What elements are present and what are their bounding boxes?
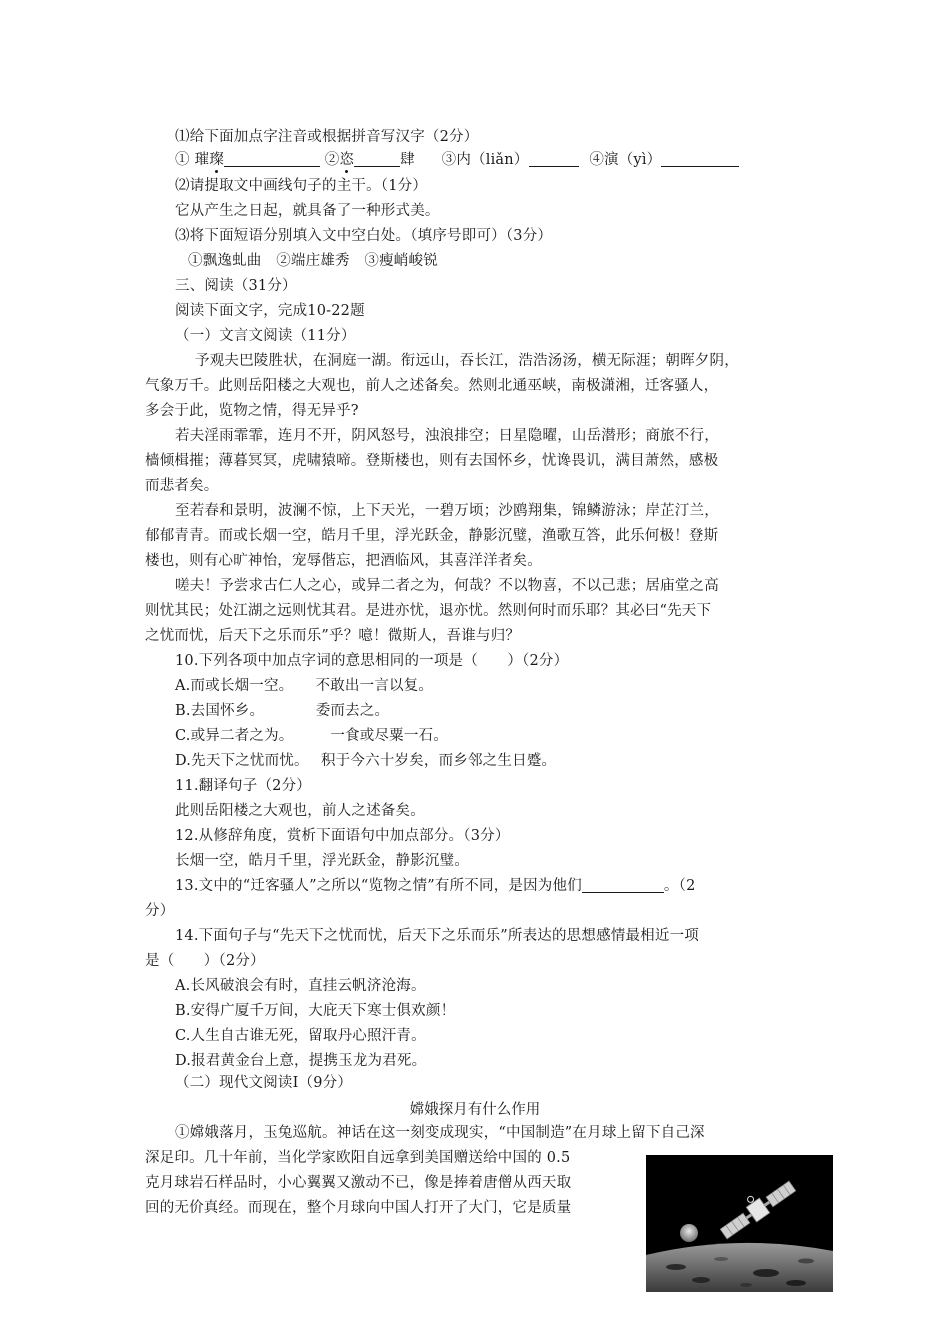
question-12-prompt: 12.从修辞角度，赏析下面语句中加点部分。（3分） bbox=[175, 828, 510, 844]
passage-line: 楼也，则有心旷神怡，宠辱偕忘，把酒临风，其喜洋洋者矣。 bbox=[145, 553, 542, 569]
question-3-prompt: ⑶将下面短语分别填入文中空白处。（填序号即可）（3分） bbox=[175, 228, 553, 244]
question-14-option-b[interactable]: B.安得广厦千万间，大庇天下寒士俱欢颜！ bbox=[175, 1003, 456, 1019]
question-13-prompt: 13.文中的“迁客骚人”之所以“览物之情”有所不同，是因为他们 。（2 bbox=[175, 878, 696, 894]
passage-line: 多会于此，览物之情，得无异乎? bbox=[145, 403, 359, 419]
answer-blank-4[interactable] bbox=[661, 150, 739, 167]
passage-line: 气象万千。此则岳阳楼之大观也，前人之述备矣。然则北通巫峡，南极潇湘，迁客骚人， bbox=[145, 378, 719, 394]
question-13-score: 分） bbox=[145, 903, 175, 919]
passage-line: 郁郁青青。而或长烟一空，皓月千里，浮光跃金，静影沉璧，渔歌互答，此乐何极！登斯 bbox=[145, 528, 719, 544]
article-line: 深足印。几十年前，当化学家欧阳自远拿到美国赠送给中国的 0.5 bbox=[145, 1150, 571, 1166]
article-line: ①嫦娥落月，玉兔巡航。神话在这一刻变成现实，“中国制造”在月球上留下自己深 bbox=[175, 1125, 705, 1141]
question-10-prompt: 10.下列各项中加点字词的意思相同的一项是（ ）（2分） bbox=[175, 653, 569, 669]
article-line: 回的无价真经。而现在，整个月球向中国人打开了大门，它是质量 bbox=[145, 1200, 572, 1216]
question-3-options: ①飘逸虬曲 ②端庄雄秀 ③瘦峭峻锐 bbox=[188, 253, 438, 269]
question-10-option-c[interactable]: C.或异二者之为。 一食或尽粟一石。 bbox=[175, 728, 448, 744]
question-12-sentence: 长烟一空，皓月千里，浮光跃金，静影沉璧。 bbox=[175, 853, 469, 869]
question-11-sentence: 此则岳阳楼之大观也，前人之述备矣。 bbox=[175, 803, 425, 819]
passage-line: 之忧而忧，后天下之乐而乐”乎？噫！微斯人，吾谁与归？ bbox=[145, 628, 521, 644]
modern-section-heading: （二）现代文阅读Ⅰ（9分） bbox=[175, 1075, 353, 1091]
question-10-option-b[interactable]: B.去国怀乡。 委而去之。 bbox=[175, 703, 390, 719]
answer-blank-3[interactable] bbox=[529, 150, 579, 167]
classical-section-heading: （一）文言文阅读（11分） bbox=[175, 328, 356, 344]
earth-icon bbox=[680, 1224, 698, 1242]
passage-line: 若夫淫雨霏霏，连月不开，阴风怒号，浊浪排空；日星隐曜，山岳潜形；商旅不行， bbox=[175, 428, 719, 444]
question-1-items: ① 璀璨 ②恣 肆 ③内（liǎn） ④演（yì） bbox=[175, 150, 739, 170]
passage-line: 嗟夫！予尝求古仁人之心，或异二者之为，何哉？不以物喜，不以己悲；居庙堂之高 bbox=[175, 578, 719, 594]
question-2-prompt: ⑵请提取文中画线句子的主干。（1分） bbox=[175, 178, 428, 194]
passage-line: 而悲者矣。 bbox=[145, 478, 219, 494]
question-14-option-d[interactable]: D.报君黄金台上意，提携玉龙为君死。 bbox=[175, 1053, 427, 1069]
passage-line: 予观夫巴陵胜状，在洞庭一湖。衔远山，吞长江，浩浩汤汤，横无际涯；朝晖夕阴， bbox=[195, 353, 739, 369]
question-10-option-a[interactable]: A.而或长烟一空。 不敢出一言以复。 bbox=[175, 678, 434, 694]
answer-blank-1[interactable] bbox=[224, 150, 320, 167]
lunar-satellite-photo bbox=[646, 1155, 833, 1292]
question-2-sentence: 它从产生之日起，就具备了一种形式美。 bbox=[175, 203, 440, 219]
passage-line: 樯倾楫摧；薄暮冥冥，虎啸猿啼。登斯楼也，则有去国怀乡，忧谗畏讥，满目萧然，感极 bbox=[145, 453, 719, 469]
article-line: 克月球岩石样品时，小心翼翼又激动不已，像是捧着唐僧从西天取 bbox=[145, 1175, 572, 1191]
answer-blank-2[interactable] bbox=[354, 150, 400, 167]
question-11-prompt: 11.翻译句子（2分） bbox=[175, 778, 311, 794]
question-14-option-c[interactable]: C.人生自古谁无死，留取丹心照汗青。 bbox=[175, 1028, 426, 1044]
question-1-prompt: ⑴给下面加点字注音或根据拼音写汉字（2分） bbox=[175, 129, 479, 145]
question-10-option-d[interactable]: D.先天下之忧而忧。 积于今六十岁矣，而乡邻之生日蹙。 bbox=[175, 753, 557, 769]
question-14-prompt: 14.下面句子与“先天下之忧而忧，后天下之乐而乐”所表达的思想感情最相近一项 bbox=[175, 928, 699, 944]
reading-instruction: 阅读下面文字，完成10-22题 bbox=[175, 303, 365, 319]
section-3-heading: 三、阅读（31分） bbox=[175, 278, 297, 294]
question-14-prompt-cont: 是（ ）（2分） bbox=[145, 953, 265, 969]
passage-line: 至若春和景明，波澜不惊，上下天光，一碧万顷；沙鸥翔集，锦鳞游泳；岸芷汀兰， bbox=[175, 503, 719, 519]
question-14-option-a[interactable]: A.长风破浪会有时，直挂云帆济沧海。 bbox=[175, 978, 426, 994]
answer-blank-q13[interactable] bbox=[582, 876, 664, 893]
passage-line: 则忧其民；处江湖之远则忧其君。是进亦忧，退亦忧。然则何时而乐耶？其必曰“先天下 bbox=[145, 603, 712, 619]
article-title: 嫦娥探月有什么作用 bbox=[409, 1102, 541, 1118]
moon-surface bbox=[646, 1243, 833, 1292]
